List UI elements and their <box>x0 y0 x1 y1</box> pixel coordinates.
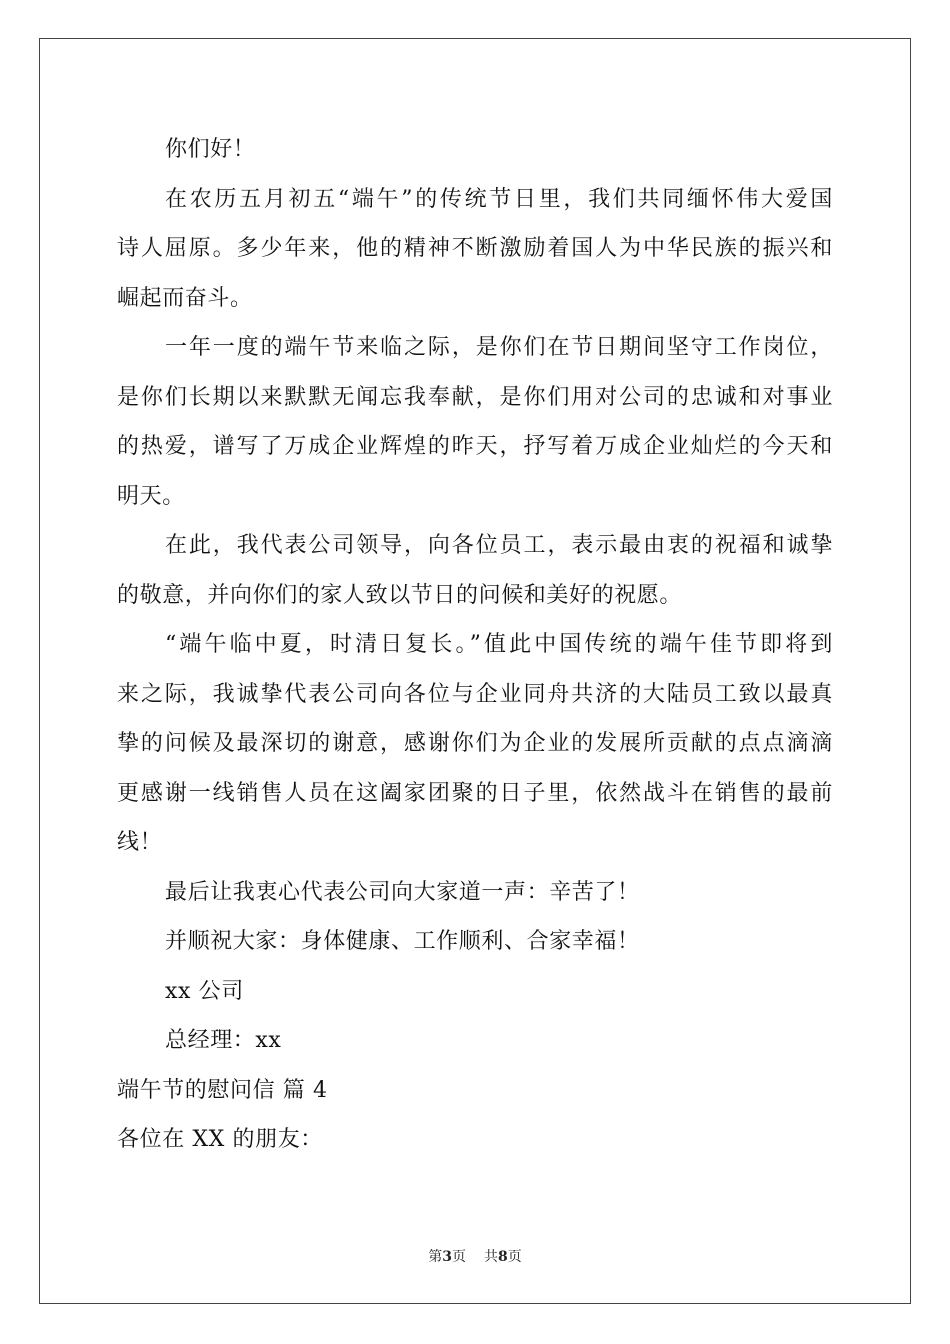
line-16 <box>117 868 833 918</box>
text-line: 你们好！ <box>165 137 256 162</box>
text-line: 一年一度的端午节来临之际，是你们在节日期间坚守工作岗位， <box>165 335 833 360</box>
page-suffix: 页 <box>452 1249 466 1265</box>
line-4 <box>117 274 833 324</box>
text-line: 最后让我衷心代表公司向大家道一声：辛苦了！ <box>165 879 640 905</box>
line-12 <box>117 670 833 720</box>
line-2 <box>117 175 833 225</box>
company-signature <box>117 967 833 1017</box>
line-7 <box>117 422 833 472</box>
text-line: 是你们长期以来默默无闻忘我奉献，是你们用对公司的忠诚和对事业 <box>117 384 833 410</box>
line-11 <box>117 620 833 670</box>
page-number: 3 <box>442 1249 452 1265</box>
page-footer <box>0 1247 950 1267</box>
document-body <box>117 125 833 1165</box>
page-prefix: 第 <box>428 1249 443 1265</box>
text-line: 总经理：xx <box>165 1028 282 1053</box>
total-pages: 8 <box>498 1249 508 1265</box>
text-line: 崛起而奋斗。 <box>117 285 253 311</box>
line-14 <box>117 769 833 819</box>
total-suffix: 页 <box>507 1249 522 1265</box>
text-line: “端午临中夏，时清日复长。”值此中国传统的端午佳节即将到 <box>165 632 833 657</box>
line-6 <box>117 373 833 423</box>
line-10 <box>117 571 833 621</box>
text-line: 各位在 XX 的朋友： <box>117 1127 323 1152</box>
text-line: 诗人屈原。多少年来，他的精神不断激励着国人为中华民族的振兴和 <box>117 236 833 261</box>
salutation <box>117 1115 833 1165</box>
line-15 <box>117 818 833 868</box>
line-13 <box>117 719 833 769</box>
line-5 <box>117 323 833 373</box>
text-line: 线！ <box>117 830 163 855</box>
text-line: 的热爱，谱写了万成企业辉煌的昨天，抒写着万成企业灿烂的今天和 <box>117 434 833 459</box>
manager-signature <box>117 1016 833 1066</box>
line-1 <box>117 125 833 175</box>
text-line: 在农历五月初五“端午”的传统节日里，我们共同缅怀伟大爱国 <box>165 186 833 212</box>
line-8 <box>117 472 833 522</box>
total-prefix: 共 <box>484 1249 498 1265</box>
text-line: 来之际，我诚挚代表公司向各位与企业同舟共济的大陆员工致以最真 <box>117 681 833 707</box>
text-line: 在此，我代表公司领导，向各位员工，表示最由衷的祝福和诚挚 <box>165 533 833 558</box>
text-line: 更感谢一线销售人员在这阖家团聚的日子里，依然战斗在销售的最前 <box>117 780 833 806</box>
text-line: 并顺祝大家：身体健康、工作顺利、合家幸福！ <box>165 929 640 954</box>
text-line: xx 公司 <box>165 978 244 1004</box>
text-line: 明天。 <box>117 483 185 509</box>
text-line: 端午节的慰问信 篇 4 <box>117 1077 328 1103</box>
line-17 <box>117 917 833 967</box>
section-heading <box>117 1066 833 1116</box>
text-line: 的敬意，并向你们的家人致以节日的问候和美好的祝愿。 <box>117 582 683 608</box>
line-9 <box>117 521 833 571</box>
text-line: 挚的问候及最深切的谢意，感谢你们为企业的发展所贡献的点点滴滴 <box>117 731 833 756</box>
line-3 <box>117 224 833 274</box>
